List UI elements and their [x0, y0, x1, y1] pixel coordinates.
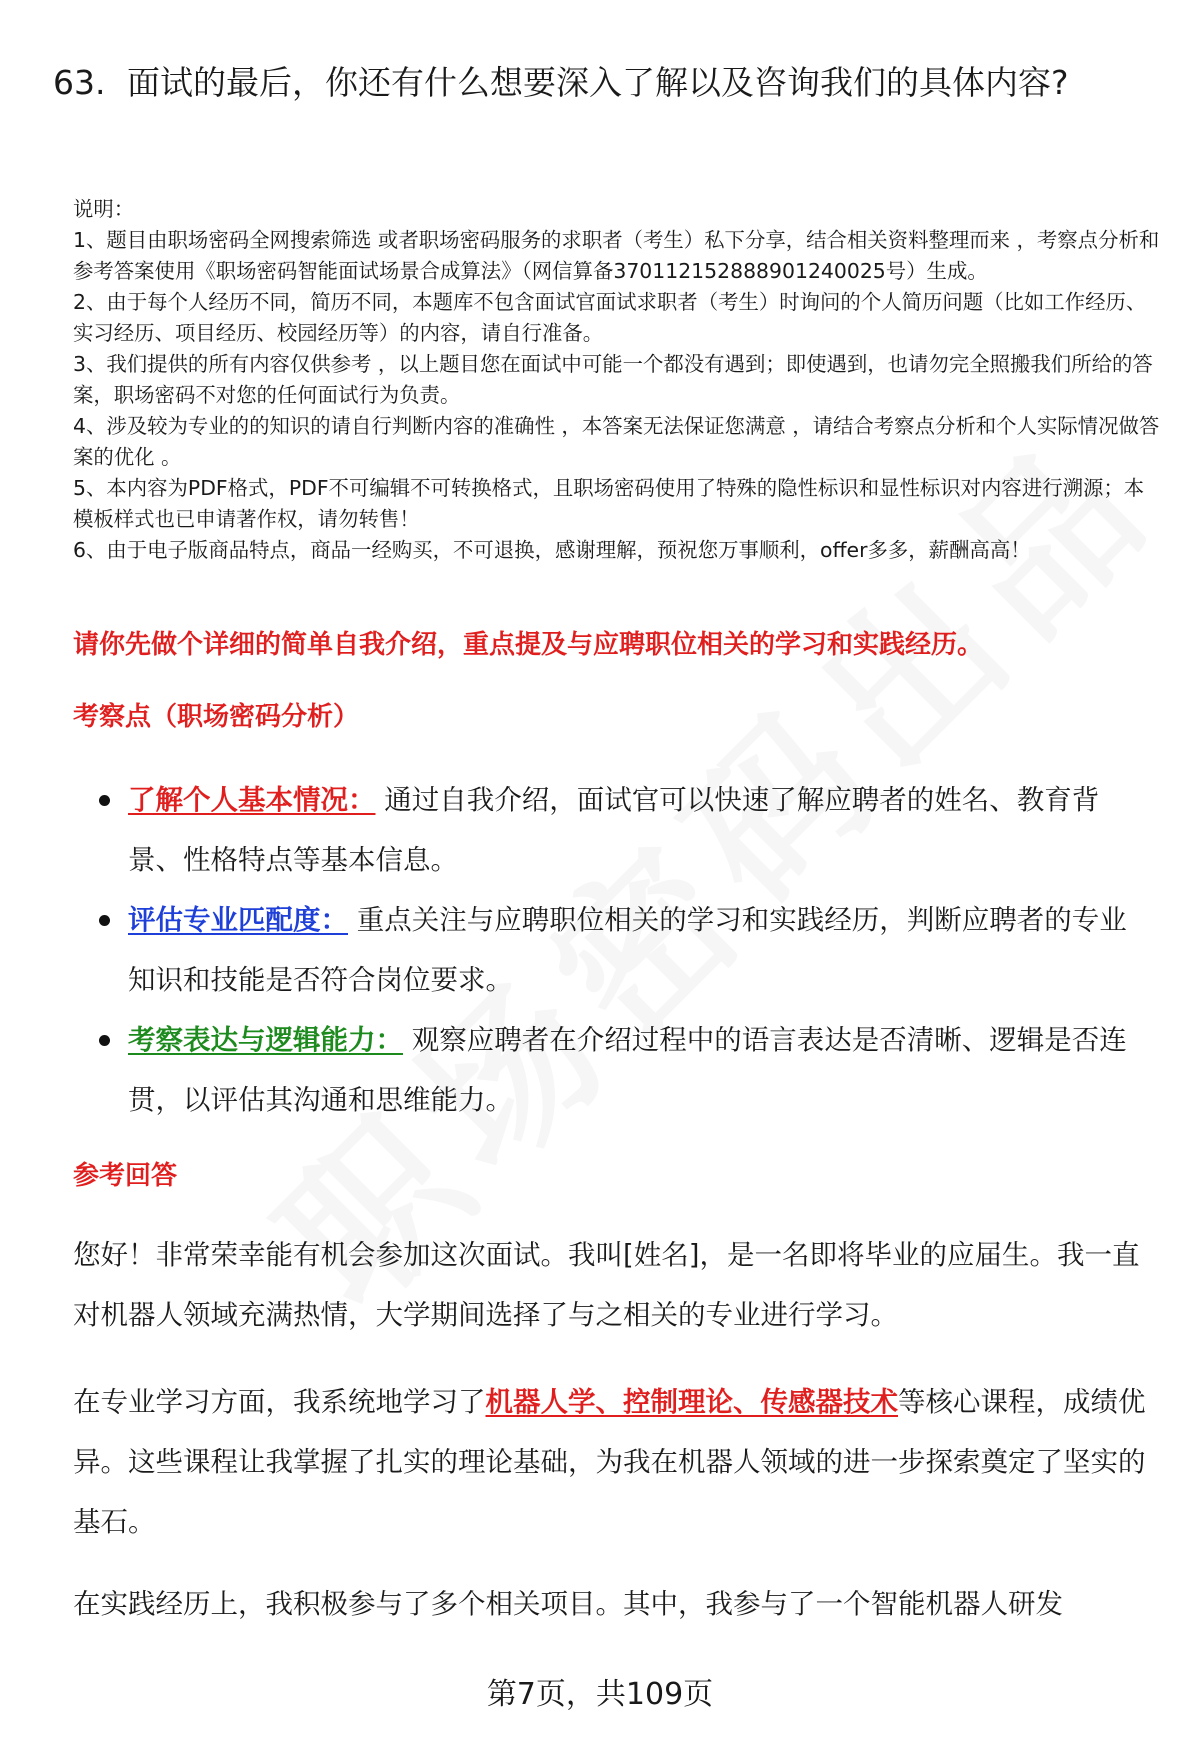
notes-label: 说明： [73, 197, 135, 221]
question-title [53, 58, 1133, 108]
answer-paragraph-3: 在实践经历上，我积极参与了多个相关项目。其中，我参与了一个智能机器人研发 [73, 1588, 1063, 1620]
notes-item: 6、由于电子版商品特点，商品一经购买，不可退换，感谢理解，预祝您万事顺利，offer多多，薪酬高高！ [73, 538, 1031, 562]
focus-item [73, 890, 1153, 1010]
bullet-dot-icon [99, 915, 110, 926]
focus-item [73, 770, 1153, 890]
question-text: 面试的最后，你还有什么想要深入了解以及咨询我们的具体内容? [127, 63, 1069, 102]
focus-keyword: 考察表达与逻辑能力： [128, 1024, 403, 1056]
main-question-heading: 请你先做个详细的简单自我介绍，重点提及与应聘职位相关的学习和实践经历。 [73, 630, 984, 660]
focus-keyword: 了解个人基本情况： [128, 784, 376, 816]
answer-paragraph-2 [73, 1372, 1153, 1552]
notes-item: 1、题目由职场密码全网搜索筛选 或者职场密码服务的求职者（考生）私下分享，结合相关资料整理而来 ，考察点分析和参考答案使用《职场密码智能面试场景合成算法》（网信算备370112152888901240025号）生成。 [73, 228, 1160, 283]
answer-paragraph-1: 您好！非常荣幸能有机会参加这次面试。我叫[姓名]，是一名即将毕业的应届生。我一直对机器人领域充满热情，大学期间选择了与之相关的专业进行学习。 [73, 1239, 1140, 1331]
notes-item: 3、我们提供的所有内容仅供参考 ，以上题目您在面试中可能一个都没有遇到；即使遇到，也请勿完全照搬我们所给的答案，职场密码不对您的任何面试行为负责。 [73, 352, 1153, 407]
bullet-dot-icon [99, 1035, 110, 1046]
answer-heading: 参考回答 [73, 1161, 178, 1191]
focus-item [73, 1010, 1153, 1130]
focus-heading: 考察点（职场密码分析） [73, 702, 360, 732]
focus-text: 重点关注与应聘职位相关的学习和实践经历，判断应聘者的专业知识和技能是否符合岗位要求。 [128, 904, 1127, 996]
page-footer: 第7页，共109页 [486, 1677, 714, 1712]
answer-highlight: 机器人学、控制理论、传感器技术 [485, 1386, 898, 1418]
focus-keyword: 评估专业匹配度： [128, 904, 348, 936]
focus-list [73, 770, 1153, 1130]
notes-item: 2、由于每个人经历不同，简历不同，本题库不包含面试官面试求职者（考生）时询问的个人简历问题（比如工作经历、实习经历、项目经历、校园经历等）的内容，请自行准备。 [73, 290, 1147, 345]
notes-item: 5、本内容为PDF格式，PDF不可编辑不可转换格式，且职场密码使用了特殊的隐性标识和显性标识对内容进行溯源；本模板样式也已申请著作权，请勿转售！ [73, 476, 1145, 531]
answer-text: 在专业学习方面，我系统地学习了 [73, 1386, 486, 1418]
focus-text: 通过自我介绍，面试官可以快速了解应聘者的姓名、教育背景、性格特点等基本信息。 [128, 784, 1100, 876]
focus-text: 观察应聘者在介绍过程中的语言表达是否清晰、逻辑是否连贯，以评估其沟通和思维能力。 [128, 1024, 1127, 1116]
answer-text: 等核心课程，成绩优异。这些课程让我掌握了扎实的理论基础，为我在机器人领域的进一步探索奠定了坚实的基石。 [73, 1386, 1146, 1538]
notes-section [73, 194, 1163, 566]
question-number: 63. [53, 63, 106, 102]
notes-item: 4、涉及较为专业的的知识的请自行判断内容的准确性 ，本答案无法保证您满意 ，请结合考察点分析和个人实际情况做答案的优化 。 [73, 414, 1160, 469]
bullet-dot-icon [99, 795, 110, 806]
